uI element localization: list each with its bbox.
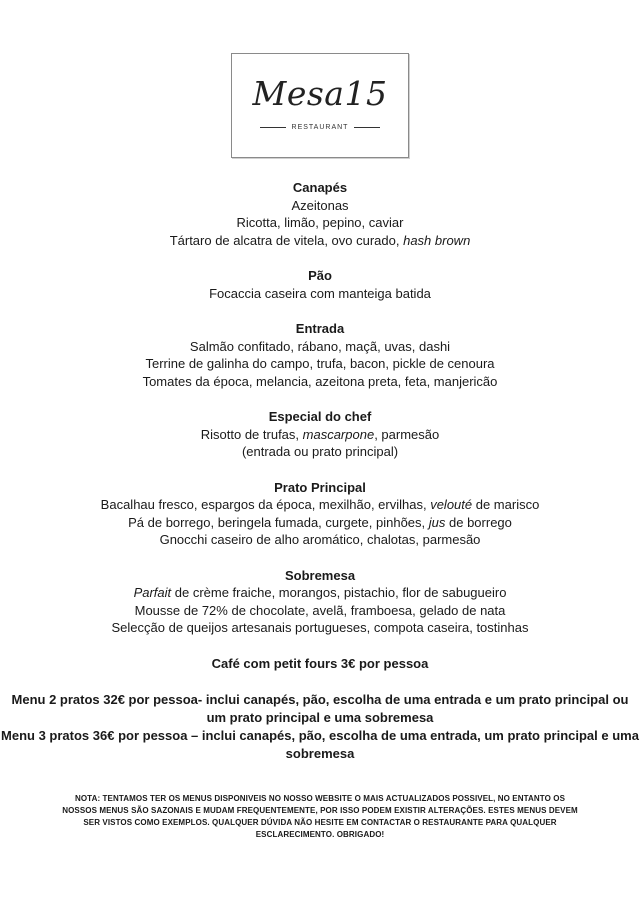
menu xyxy=(0,179,640,763)
menu-section xyxy=(0,479,640,549)
menu-section xyxy=(0,320,640,390)
section-heading: Canapés xyxy=(292,180,348,195)
section-heading: Entrada xyxy=(295,321,345,336)
menu-item xyxy=(0,514,640,532)
menu-item-text: Gnocchi caseiro de alho aromático, chalotas, parmesão xyxy=(159,532,481,547)
menu-item xyxy=(0,584,640,602)
menu-item-text: Tomates da época, melancia, azeitona preta, feta, manjericão xyxy=(142,373,498,389)
divider xyxy=(260,127,286,128)
menu-item xyxy=(0,214,640,232)
menu-item-text: Salmão confitado, rábano, maçã, uvas, dashi xyxy=(189,338,451,354)
menu-item-text: de marisco xyxy=(472,497,540,512)
logo-subtitle-text: RESTAURANT xyxy=(291,124,349,131)
menu-item xyxy=(0,197,640,215)
menu-item-text: Terrine de galinha do campo, trufa, bacon, pickle de cenoura xyxy=(145,356,495,371)
menu-item xyxy=(0,619,640,637)
coffee-offer: Café com petit fours 3€ por pessoa xyxy=(211,655,429,671)
menu-item-italic-text: velouté xyxy=(430,497,473,512)
menu-sections xyxy=(0,179,640,637)
menu-item-italic-text: jus xyxy=(428,514,446,530)
menu-item-italic-text: mascarpone xyxy=(302,426,375,442)
menu-item-text: Focaccia caseira com manteiga batida xyxy=(209,285,431,301)
restaurant-logo xyxy=(231,53,409,158)
logo-subtitle xyxy=(260,124,380,131)
menu-item-text: (entrada ou prato principal) xyxy=(241,444,399,459)
section-heading: Sobremesa xyxy=(284,567,356,583)
menu-item-text: , parmesão xyxy=(374,426,440,442)
menu-item-text: Azeitonas xyxy=(291,197,349,213)
menu-item-text: Pá de borrego, beringela fumada, curgete, pinhões, xyxy=(128,514,429,530)
menu-section xyxy=(0,267,640,302)
section-heading: Prato Principal xyxy=(274,479,366,495)
menu-item-italic-text: hash brown xyxy=(403,232,471,248)
menu-2-courses-price: Menu 2 pratos 32€ por pessoa- inclui canapés, pão, escolha de uma entrada e um prato principal ou um prato principal e uma sobremesa xyxy=(11,692,629,725)
menu-item-italic-text: Parfait xyxy=(133,585,172,600)
menu-item-text: Risotto de trufas, xyxy=(200,426,303,442)
menu-section xyxy=(0,179,640,249)
menu-item-text: Ricotta, limão, pepino, caviar xyxy=(236,215,404,230)
menu-item xyxy=(0,355,640,373)
set-menu-prices xyxy=(0,691,640,763)
menu-item-text: Bacalhau fresco, espargos da época, mexilhão, ervilhas, xyxy=(100,497,431,512)
disclaimer-note: NOTA: TENTAMOS TER OS MENUS DISPONIVEIS NO NOSSO WEBSITE O MAIS ACTUALIZADOS POSSIVEL, NO ENTANTO OS NOSSOS MENUS SÃO SAZONAIS E MUDAM FREQUENTEMENTE, POR ISSO PODEM EXISTIR ALTERAÇÕES. ESTES MENUS DEVEM SER VISTOS COMO EXEMPLOS. QUALQUER DÚVIDA NÃO HESITE EM CONTACTAR O RESTAURANTE PARA QUALQUER ESCLARECIMENTO. OBRIGADO! xyxy=(62,794,578,839)
menu-item xyxy=(0,232,640,250)
menu-item xyxy=(0,285,640,303)
menu-item xyxy=(0,602,640,620)
section-heading: Pão xyxy=(308,268,332,283)
menu-item xyxy=(0,531,640,549)
menu-item-text: Tártaro de alcatra de vitela, ovo curado, xyxy=(169,232,404,248)
menu-item xyxy=(0,496,640,514)
menu-item xyxy=(0,443,640,461)
menu-item xyxy=(0,338,640,356)
menu-item xyxy=(0,373,640,391)
menu-section xyxy=(0,567,640,637)
menu-3-courses-price: Menu 3 pratos 36€ por pessoa – inclui canapés, pão, escolha de uma entrada, um prato principal e uma sobremesa xyxy=(1,728,639,761)
menu-item-text: Mousse de 72% de chocolate, avelã, framboesa, gelado de nata xyxy=(134,602,506,618)
divider xyxy=(354,127,380,128)
menu-item-text: de borrego xyxy=(445,514,512,530)
section-heading: Especial do chef xyxy=(268,409,372,424)
menu-item-text: de crème fraiche, morangos, pistachio, flor de sabugueiro xyxy=(171,585,507,600)
menu-section xyxy=(0,408,640,461)
menu-item-text: Selecção de queijos artesanais portugueses, compota caseira, tostinhas xyxy=(111,620,529,635)
logo-name: Mesa15 xyxy=(252,74,388,113)
menu-item xyxy=(0,426,640,444)
